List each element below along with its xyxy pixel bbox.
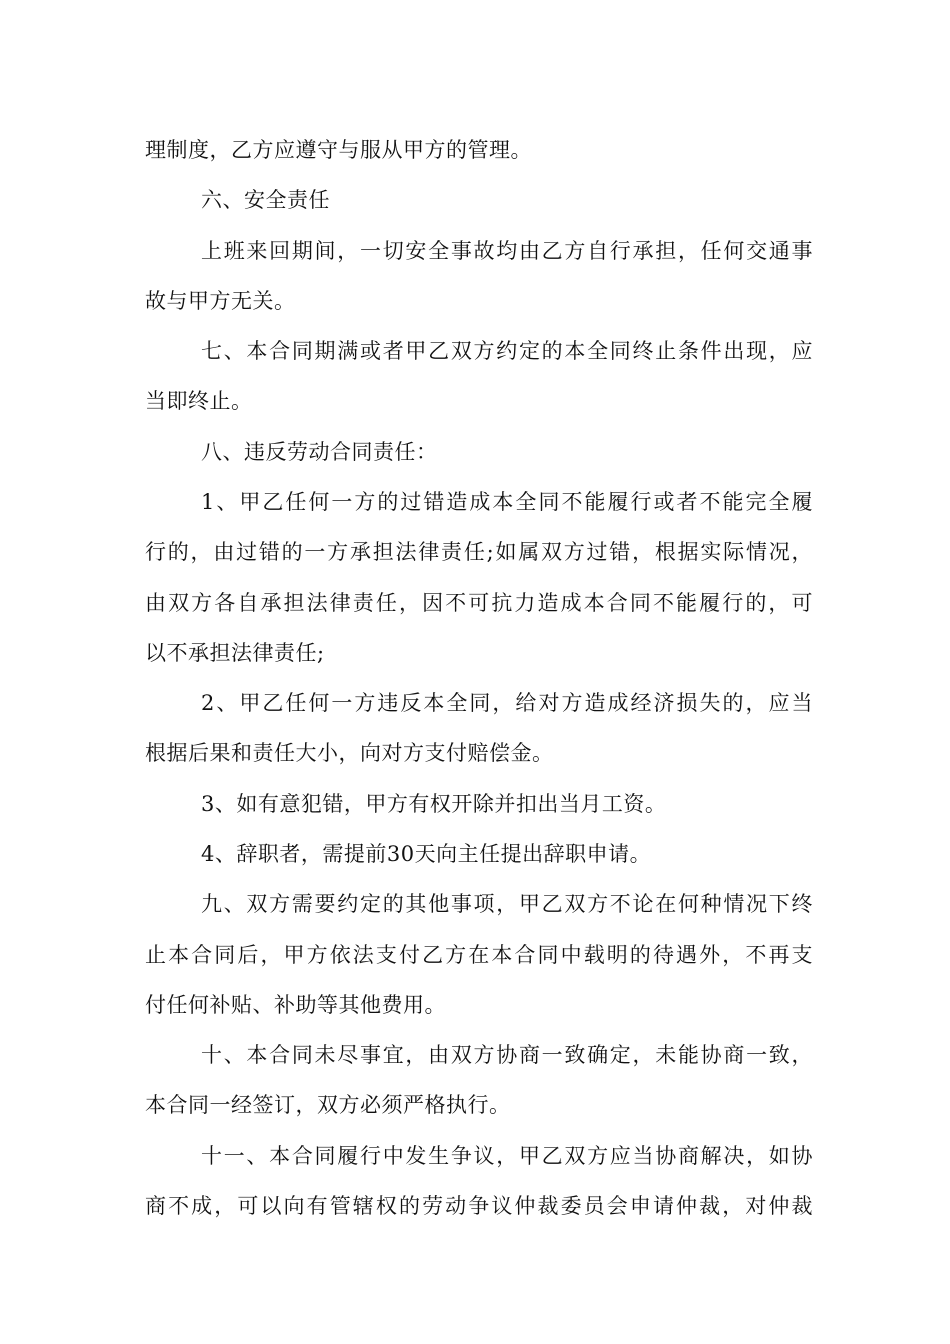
text-line: 4、辞职者，需提前30天向主任提出辞职申请。 (201, 842, 652, 866)
text-line: 七、本合同期满或者甲乙双方约定的本全同终止条件出现，应 (201, 339, 813, 363)
text-line: 理制度，乙方应遵守与服从甲方的管理。 (145, 138, 532, 162)
text-line: 十、本合同未尽事宜，由双方协商一致确定，未能协商一致， (201, 1043, 813, 1067)
section-heading: 六、安全责任 (201, 188, 330, 212)
text-line: 以不承担法律责任; (145, 641, 325, 665)
text-line: 本合同一经签订，双方必须严格执行。 (145, 1093, 511, 1117)
text-line: 止本合同后，甲方依法支付乙方在本合同中载明的待遇外，不再支 (145, 943, 813, 967)
text-line: 十一、本合同履行中发生争议，甲乙双方应当协商解决，如协 (201, 1144, 813, 1168)
text-line: 付任何补贴、补助等其他费用。 (145, 993, 446, 1017)
text-line: 商不成，可以向有管辖权的劳动争议仲裁委员会申请仲裁，对仲裁 (145, 1194, 813, 1218)
text-line: 当即终止。 (145, 389, 253, 413)
text-line: 故与甲方无关。 (145, 289, 296, 313)
text-line: 九、双方需要约定的其他事项，甲乙双方不论在何种情况下终 (201, 892, 813, 916)
text-line: 3、如有意犯错，甲方有权开除并扣出当月工资。 (201, 792, 667, 816)
text-line: 2、甲乙任何一方违反本全同，给对方造成经济损失的，应当 (201, 691, 813, 715)
text-line: 上班来回期间，一切安全事故均由乙方自行承担，任何交通事 (201, 239, 813, 263)
section-heading: 八、违反劳动合同责任： (201, 440, 438, 464)
text-line: 行的，由过错的一方承担法律责任;如属双方过错，根据实际情况， (145, 540, 813, 564)
text-line: 由双方各自承担法律责任，因不可抗力造成本合同不能履行的，可 (145, 591, 813, 615)
text-line: 1、甲乙任何一方的过错造成本全同不能履行或者不能完全履 (201, 490, 813, 514)
text-line: 根据后果和责任大小，向对方支付赔偿金。 (145, 741, 554, 765)
